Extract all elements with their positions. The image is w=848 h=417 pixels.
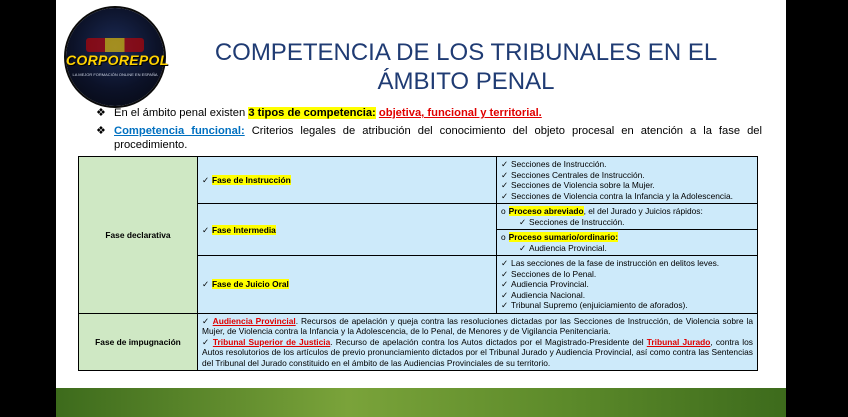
title-line-1: COMPETENCIA DE LOS TRIBUNALES EN EL (214, 39, 718, 66)
check-icon: ✓ (501, 159, 509, 169)
list-item (501, 180, 753, 191)
juicio-list (497, 256, 758, 314)
flag-emblem-icon (86, 38, 144, 52)
fase-instruccion-cell (198, 157, 497, 204)
fase-instruccion-label: Fase de Instrucción (212, 175, 291, 185)
check-icon: ✓ (501, 180, 509, 190)
list-item-text: Secciones de Violencia contra la Infancia y la Adolescencia. (511, 190, 733, 201)
bullet-types (96, 106, 762, 120)
check-icon: ✓ (202, 175, 210, 185)
bullet1-text: En el ámbito penal existen (114, 107, 249, 119)
sumario-cell (497, 230, 758, 256)
list-item-text: Secciones de Instrucción. (511, 159, 607, 169)
abreviado-title: Proceso abreviado (508, 206, 584, 216)
bullet2-label: Competencia funcional: (114, 125, 245, 137)
impug-paragraph-1 (202, 316, 753, 337)
list-item-text: Audiencia Provincial. (511, 279, 589, 289)
bullet1-highlight: 3 tipos de competencia: (248, 107, 376, 119)
list-item-text: Tribunal Supremo (enjuiciamiento de aforados). (511, 300, 688, 310)
table-row (79, 313, 758, 371)
check-icon: ✓ (519, 216, 527, 227)
list-item (501, 258, 753, 269)
list-item-text: Audiencia Nacional. (511, 289, 586, 300)
list-item (501, 191, 753, 202)
impug-p1-text: . Recursos de apelación y queja contra las resoluciones dictadas por las Secciones de Instrucción, de Violencia sobre la Mujer, de Violencia contra la Infancia y la Adolescencia, de lo Penal, de Menores y de Vigilancia Penitenciaria. (202, 315, 753, 336)
list-item-text: Secciones Centrales de Instrucción. (511, 169, 645, 180)
impug-p2-text-a: . Recurso de apelación contra los Autos dictados por el Magistrado-Presidente del (330, 336, 647, 347)
list-item (501, 159, 753, 170)
list-item-text: Secciones de lo Penal. (511, 268, 597, 279)
phase-declarativa: Fase declarativa (79, 157, 198, 314)
impug-p1-title: Audiencia Provincial (212, 315, 296, 326)
list-item-text: Secciones de Violencia sobre la Mujer. (511, 180, 655, 190)
impug-p2-mid: Tribunal Jurado (646, 336, 711, 347)
abreviado-cell (497, 204, 758, 230)
footer-band (56, 388, 786, 417)
bullet-funcional (96, 124, 762, 152)
corporepol-logo (66, 8, 169, 106)
circle-bullet-icon: o (501, 206, 506, 216)
diamond-bullet-icon: ❖ (96, 107, 106, 119)
circle-bullet-icon: o (501, 232, 506, 242)
check-icon: ✓ (501, 169, 509, 180)
list-item (501, 217, 753, 228)
list-item (501, 232, 753, 243)
logo-brand: CORPOREPOL (66, 52, 169, 68)
check-icon: ✓ (501, 190, 509, 201)
list-item (501, 243, 753, 254)
list-item (501, 269, 753, 280)
diamond-bullet-icon: ❖ (96, 125, 106, 137)
impug-p2-text-b: , contra los Autos resolutorios de los artículos de previo pronunciamiento dictados por el Tribunal Jurado y Audiencia Provincial, así como contra las Sentencias del Tribunal del Jurado constituido en el ámbito de las Audiencias Provinciales de su territorio. (202, 336, 753, 368)
list-item (501, 279, 753, 290)
logo-tagline: LA MEJOR FORMACIÓN ONLINE EN ESPAÑA (72, 72, 158, 77)
impug-p2-title: Tribunal Superior de Justicia (212, 336, 331, 347)
fase-juicio-label: Fase de Juicio Oral (212, 279, 289, 290)
check-icon: ✓ (202, 224, 210, 235)
abreviado-item: Secciones de Instrucción. (529, 216, 625, 227)
fase-intermedia-cell (198, 204, 497, 256)
list-item (501, 170, 753, 181)
instruccion-list (497, 157, 758, 204)
slide (56, 0, 786, 417)
list-item (501, 300, 753, 311)
check-icon: ✓ (501, 279, 509, 289)
impugnacion-cell (198, 313, 758, 371)
sumario-title: Proceso sumario/ordinario: (508, 232, 619, 242)
list-item (501, 206, 753, 217)
check-icon: ✓ (202, 336, 210, 347)
slide-title (176, 38, 756, 96)
check-icon: ✓ (501, 300, 509, 310)
table-row (79, 157, 758, 204)
sumario-item: Audiencia Provincial. (529, 242, 607, 253)
list-item-text: Las secciones de la fase de instrucción en delitos leves. (511, 258, 720, 268)
fase-juicio-cell (198, 256, 497, 314)
bullet-list (96, 106, 762, 156)
competencia-table (78, 156, 758, 371)
fase-intermedia-label: Fase Intermedia (212, 224, 276, 235)
abreviado-rest: , el del Jurado y Juicios rápidos: (583, 206, 703, 216)
check-icon: ✓ (202, 315, 210, 326)
check-icon: ✓ (519, 242, 527, 253)
list-item (501, 290, 753, 301)
check-icon: ✓ (202, 279, 210, 290)
check-icon: ✓ (501, 289, 509, 300)
check-icon: ✓ (501, 268, 509, 279)
bullet1-types: objetiva, funcional y territorial. (378, 107, 542, 119)
bullet2-text: Criterios legales de atribución del conocimiento del objeto procesal en atención a la fase del procedimiento. (114, 125, 762, 151)
title-line-2: ÁMBITO PENAL (377, 68, 555, 95)
impug-paragraph-2 (202, 337, 753, 369)
phase-impugnacion: Fase de impugnación (79, 313, 198, 371)
check-icon: ✓ (501, 258, 509, 268)
